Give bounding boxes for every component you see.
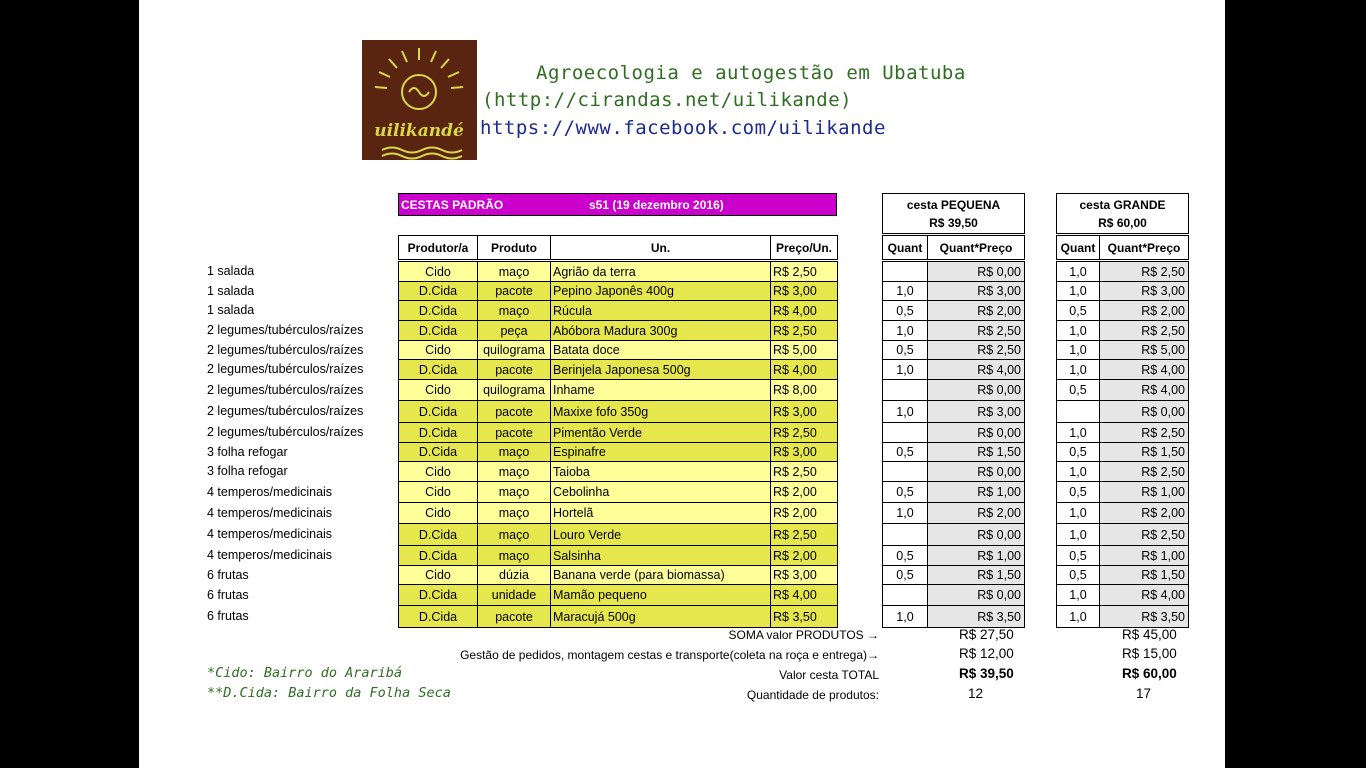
cell-large-total: R$ 2,50 (1099, 461, 1189, 482)
cell-large-quant[interactable]: 1,0 (1056, 320, 1100, 341)
cell-small-quant[interactable]: 0,5 (882, 300, 928, 321)
cell-large-total: R$ 2,00 (1099, 502, 1189, 524)
cell-large-quant[interactable]: 1,0 (1056, 340, 1100, 360)
cell-small-quant[interactable]: 1,0 (882, 320, 928, 341)
cell-unit-price: R$ 2,50 (770, 422, 838, 443)
cell-unit-price: R$ 2,50 (770, 461, 838, 482)
cell-small-total: R$ 3,50 (927, 605, 1025, 628)
cell-unit-type: maço (477, 300, 551, 321)
cell-unit-price: R$ 3,00 (770, 442, 838, 462)
cell-large-quant[interactable]: 0,5 (1056, 300, 1100, 321)
cell-producer: D.Cida (398, 300, 478, 321)
cell-small-quant[interactable] (882, 379, 928, 401)
cell-unit-price: R$ 5,00 (770, 340, 838, 360)
cell-large-total: R$ 1,00 (1099, 481, 1189, 503)
cell-large-total: R$ 5,00 (1099, 340, 1189, 360)
cell-small-total: R$ 0,00 (927, 523, 1025, 546)
cell-small-quant[interactable]: 1,0 (882, 281, 928, 301)
cell-small-quant[interactable]: 1,0 (882, 605, 928, 628)
cell-producer: Cido (398, 481, 478, 503)
cell-small-total: R$ 1,00 (927, 481, 1025, 503)
row-category: 4 temperos/medicinais (207, 484, 333, 499)
cell-large-quant[interactable]: 0,5 (1056, 481, 1100, 503)
row-category: 6 frutas (207, 567, 249, 582)
cell-large-quant[interactable]: 1,0 (1056, 523, 1100, 546)
cell-large-quant[interactable]: 1,0 (1056, 584, 1100, 606)
cell-product-name: Berinjela Japonesa 500g (550, 359, 771, 380)
cell-unit-price: R$ 3,50 (770, 605, 838, 628)
cell-producer: D.Cida (398, 359, 478, 380)
cell-product-name: Batata doce (550, 340, 771, 360)
cell-small-total: R$ 3,00 (927, 400, 1025, 423)
cell-large-quant[interactable]: 1,0 (1056, 461, 1100, 482)
cell-unit-type: maço (477, 261, 551, 282)
cell-small-quant[interactable] (882, 461, 928, 482)
cell-product-name: Mamão pequeno (550, 584, 771, 606)
cell-small-total: R$ 2,50 (927, 320, 1025, 341)
cell-producer: Cido (398, 340, 478, 360)
row-category: 3 folha refogar (207, 444, 288, 459)
cell-unit-price: R$ 8,00 (770, 379, 838, 401)
cell-unit-price: R$ 4,00 (770, 300, 838, 321)
cell-product-name: Maxixe fofo 350g (550, 400, 771, 423)
row-category: 4 temperos/medicinais (207, 527, 333, 541)
cell-product-name: Taioba (550, 461, 771, 482)
note-dcida: **D.Cida: Bairro da Folha Seca (207, 685, 451, 701)
cell-unit-type: pacote (477, 281, 551, 301)
cell-producer: D.Cida (398, 442, 478, 462)
cell-unit-type: maço (477, 523, 551, 546)
sum-products-label: SOMA valor PRODUTOS → (728, 628, 879, 642)
cell-small-quant[interactable]: 1,0 (882, 400, 928, 423)
cell-large-total: R$ 1,00 (1099, 545, 1189, 566)
cell-producer: Cido (398, 261, 478, 282)
cell-producer: D.Cida (398, 422, 478, 443)
cell-large-quant[interactable] (1056, 400, 1100, 423)
cell-product-name: Cebolinha (550, 481, 771, 503)
col-header-large-total: Quant*Preço (1099, 235, 1189, 260)
cell-producer: D.Cida (398, 523, 478, 546)
header-website-link[interactable]: (http://cirandas.net/uilikande) (482, 89, 853, 111)
cell-product-name: Banana verde (para biomassa) (550, 565, 771, 585)
cell-product-name: Pimentão Verde (550, 422, 771, 443)
cell-small-total: R$ 2,00 (927, 300, 1025, 321)
cell-large-total: R$ 4,00 (1099, 379, 1189, 401)
cell-small-total: R$ 2,00 (927, 502, 1025, 524)
cell-unit-type: unidade (477, 584, 551, 606)
cell-small-total: R$ 0,00 (927, 379, 1025, 401)
large-basket-header (1056, 193, 1189, 234)
col-header-producer: Produtor/a (398, 235, 478, 260)
cell-product-name: Inhame (550, 379, 771, 401)
table-week: s51 (19 dezembro 2016) (589, 198, 724, 212)
row-category: 1 salada (207, 283, 255, 298)
cell-small-quant[interactable] (882, 523, 928, 546)
cell-product-name: Louro Verde (550, 523, 771, 546)
cell-large-quant[interactable]: 0,5 (1056, 379, 1100, 401)
total-label: Valor cesta TOTAL (779, 668, 879, 682)
cell-large-total: R$ 2,50 (1099, 523, 1189, 546)
row-category: 1 salada (207, 264, 255, 278)
cell-small-quant[interactable]: 1,0 (882, 502, 928, 524)
cell-small-quant[interactable]: 0,5 (882, 481, 928, 503)
row-category: 4 temperos/medicinais (207, 505, 333, 520)
cell-large-quant[interactable]: 1,0 (1056, 605, 1100, 628)
cell-large-quant[interactable]: 1,0 (1056, 422, 1100, 443)
row-category: 2 legumes/tubérculos/raízes (207, 362, 364, 376)
row-category: 2 legumes/tubérculos/raízes (207, 342, 364, 357)
cell-small-total: R$ 1,50 (927, 565, 1025, 585)
uilikande-logo (362, 40, 477, 160)
cell-large-total: R$ 2,50 (1099, 422, 1189, 443)
cell-large-quant[interactable]: 0,5 (1056, 442, 1100, 462)
small-basket-header (882, 193, 1025, 234)
cell-large-total: R$ 2,00 (1099, 300, 1189, 321)
cell-small-total: R$ 0,00 (927, 461, 1025, 482)
management-fee-label: Gestão de pedidos, montagem cestas e transporte(coleta na roça e entrega)→ (460, 648, 879, 662)
cell-unit-type: pacote (477, 422, 551, 443)
row-category: 6 frutas (207, 609, 249, 623)
cell-product-name: Abóbora Madura 300g (550, 320, 771, 341)
header-facebook-link[interactable]: https://www.facebook.com/uilikande (480, 117, 886, 139)
col-header-product: Produto (477, 235, 551, 260)
cell-small-total: R$ 0,00 (927, 584, 1025, 606)
cell-large-quant[interactable]: 1,0 (1056, 502, 1100, 524)
row-category: 6 frutas (207, 587, 249, 602)
cell-small-total: R$ 0,00 (927, 261, 1025, 282)
col-header-price: Preço/Un. (770, 235, 838, 260)
cell-product-name: Espinafre (550, 442, 771, 462)
cell-product-name: Hortelã (550, 502, 771, 524)
cell-unit-price: R$ 4,00 (770, 584, 838, 606)
cell-unit-type: quilograma (477, 340, 551, 360)
product-count-large: 17 (1136, 686, 1152, 701)
cell-product-name: Salsinha (550, 545, 771, 566)
cell-large-quant[interactable]: 0,5 (1056, 565, 1100, 585)
cell-small-total: R$ 1,00 (927, 545, 1025, 566)
large-basket-price: R$ 60,00 (1098, 216, 1147, 230)
small-basket-price: R$ 39,50 (929, 216, 978, 230)
cell-unit-type: pacote (477, 400, 551, 423)
row-category: 4 temperos/medicinais (207, 548, 333, 562)
sum-products-large: R$ 45,00 (1122, 627, 1177, 642)
row-category: 2 legumes/tubérculos/raízes (207, 425, 364, 439)
cell-product-name: Maracujá 500g (550, 605, 771, 628)
cell-small-quant[interactable]: 0,5 (882, 442, 928, 462)
cell-producer: D.Cida (398, 281, 478, 301)
cell-unit-type: maço (477, 502, 551, 524)
cell-unit-price: R$ 2,00 (770, 481, 838, 503)
cell-unit-price: R$ 2,50 (770, 523, 838, 546)
cell-producer: D.Cida (398, 545, 478, 566)
row-category: 3 folha refogar (207, 464, 288, 478)
cell-producer: Cido (398, 502, 478, 524)
table-title-banner (398, 193, 837, 216)
cell-unit-type: dúzia (477, 565, 551, 585)
logo-text: uilikandé (374, 121, 464, 141)
cell-large-total: R$ 0,00 (1099, 400, 1189, 423)
cell-small-quant[interactable]: 0,5 (882, 565, 928, 585)
col-header-small-total: Quant*Preço (927, 235, 1025, 260)
cell-unit-price: R$ 2,00 (770, 545, 838, 566)
cell-small-total: R$ 0,00 (927, 422, 1025, 443)
small-basket-title: cesta PEQUENA (906, 198, 1001, 212)
row-category: 1 salada (207, 303, 255, 317)
cell-unit-price: R$ 3,00 (770, 400, 838, 423)
cell-producer: D.Cida (398, 605, 478, 628)
cell-small-quant[interactable]: 1,0 (882, 359, 928, 380)
cell-unit-price: R$ 2,50 (770, 261, 838, 282)
cell-unit-type: pacote (477, 605, 551, 628)
cell-product-name: Rúcula (550, 300, 771, 321)
cell-small-quant[interactable]: 0,5 (882, 340, 928, 360)
sum-products-small: R$ 27,50 (959, 627, 1014, 642)
cell-large-total: R$ 2,50 (1099, 320, 1189, 341)
cell-small-quant[interactable] (882, 422, 928, 443)
cell-large-total: R$ 4,00 (1099, 359, 1189, 380)
header-tagline: Agroecologia e autogestão em Ubatuba (536, 62, 966, 84)
cell-small-total: R$ 4,00 (927, 359, 1025, 380)
cell-unit-price: R$ 3,00 (770, 281, 838, 301)
cell-large-quant[interactable]: 1,0 (1056, 359, 1100, 380)
row-category: 2 legumes/tubérculos/raízes (207, 382, 364, 397)
cell-large-quant[interactable]: 1,0 (1056, 261, 1100, 282)
cell-producer: Cido (398, 461, 478, 482)
cell-large-total: R$ 3,00 (1099, 281, 1189, 301)
product-count-label: Quantidade de produtos: (746, 688, 879, 702)
product-count-small: 12 (968, 686, 984, 701)
note-cido: *Cido: Bairro do Araribá (207, 665, 403, 681)
cell-small-quant[interactable] (882, 261, 928, 282)
cell-unit-type: maço (477, 481, 551, 503)
cell-producer: Cido (398, 379, 478, 401)
cell-unit-type: maço (477, 461, 551, 482)
cell-small-total: R$ 2,50 (927, 340, 1025, 360)
cell-large-total: R$ 1,50 (1099, 442, 1189, 462)
cell-large-total: R$ 4,00 (1099, 584, 1189, 606)
cell-unit-price: R$ 3,00 (770, 565, 838, 585)
cell-unit-type: maço (477, 442, 551, 462)
cell-large-total: R$ 3,50 (1099, 605, 1189, 628)
cell-unit-price: R$ 2,50 (770, 320, 838, 341)
cell-producer: D.Cida (398, 584, 478, 606)
cell-small-total: R$ 3,00 (927, 281, 1025, 301)
table-title: CESTAS PADRÃO (401, 198, 504, 212)
large-basket-title: cesta GRANDE (1079, 198, 1166, 212)
management-fee-large: R$ 15,00 (1122, 646, 1177, 661)
cell-unit-price: R$ 4,00 (770, 359, 838, 380)
management-fee-small: R$ 12,00 (959, 646, 1014, 661)
col-header-small-quant: Quant (882, 235, 928, 260)
cell-unit-type: pacote (477, 359, 551, 380)
cell-product-name: Pepino Japonês 400g (550, 281, 771, 301)
cell-product-name: Agrião da terra (550, 261, 771, 282)
cell-producer: D.Cida (398, 320, 478, 341)
cell-unit-type: peça (477, 320, 551, 341)
cell-large-total: R$ 1,50 (1099, 565, 1189, 585)
cell-large-quant[interactable]: 0,5 (1056, 545, 1100, 566)
cell-unit-type: quilograma (477, 379, 551, 401)
cell-producer: D.Cida (398, 400, 478, 423)
total-large: R$ 60,00 (1122, 666, 1177, 681)
cell-small-quant[interactable]: 0,5 (882, 545, 928, 566)
cell-small-quant[interactable] (882, 584, 928, 606)
cell-large-total: R$ 2,50 (1099, 261, 1189, 282)
cell-producer: Cido (398, 565, 478, 585)
row-category: 2 legumes/tubérculos/raízes (207, 323, 364, 337)
total-small: R$ 39,50 (959, 666, 1014, 681)
cell-unit-price: R$ 2,00 (770, 502, 838, 524)
row-category: 2 legumes/tubérculos/raízes (207, 404, 364, 418)
cell-large-quant[interactable]: 1,0 (1056, 281, 1100, 301)
cell-unit-type: maço (477, 545, 551, 566)
col-header-large-quant: Quant (1056, 235, 1100, 260)
cell-small-total: R$ 1,50 (927, 442, 1025, 462)
col-header-unit: Un. (550, 235, 771, 260)
